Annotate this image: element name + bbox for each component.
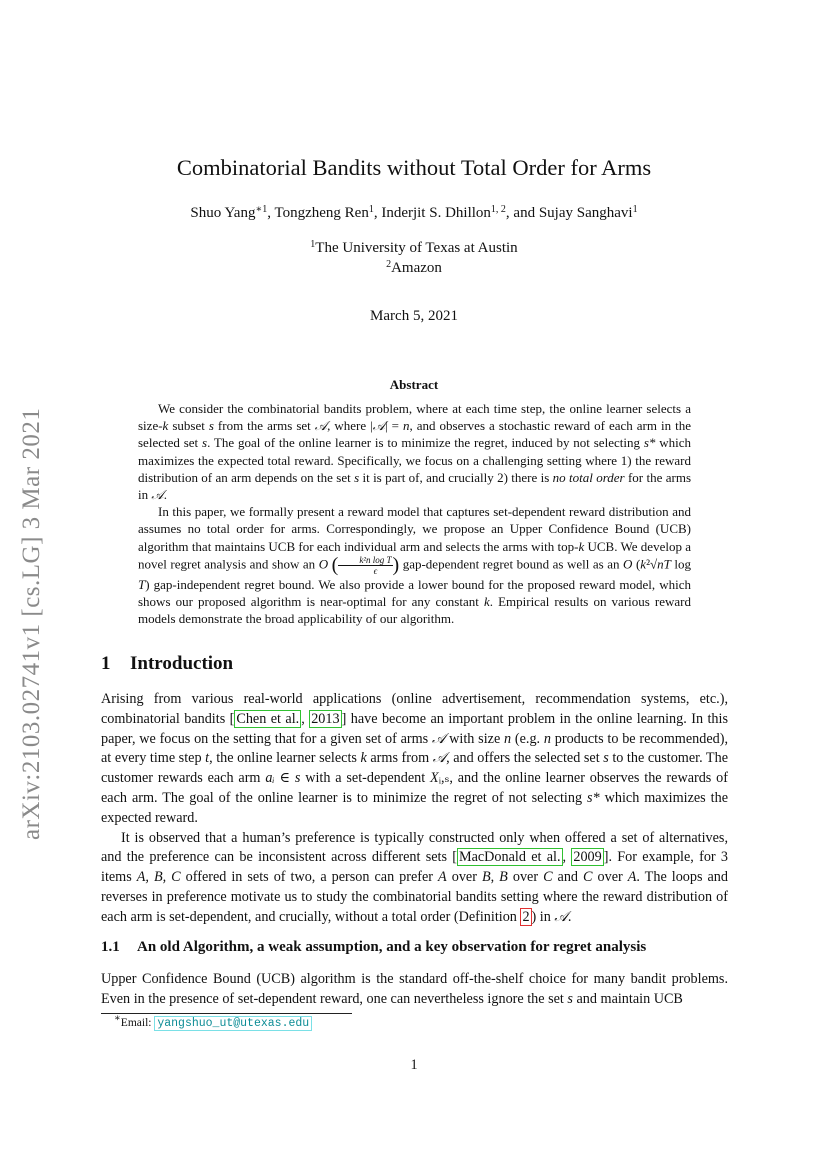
- affiliations: [0, 238, 828, 278]
- math-symbol: s: [567, 990, 573, 1007]
- citation-link[interactable]: MacDonald et al.: [458, 849, 561, 866]
- math-symbol: nT: [657, 556, 671, 572]
- math-symbol: X: [430, 770, 439, 787]
- math-symbol: O: [318, 556, 329, 572]
- author-list: Shuo Yang$^{∗1}$, Tongzheng Ren$^1$, Inderjit S. Dhillon$^{1, 2}$, and Sujay Sanghavi$^1$: [190, 204, 638, 221]
- math-symbol: A: [627, 869, 637, 886]
- math-symbol: 𝒜: [314, 418, 328, 434]
- citation-link[interactable]: 2013: [311, 710, 340, 727]
- math-symbol: s: [603, 750, 609, 767]
- abstract-heading: Abstract: [389, 377, 439, 392]
- math-symbol: aᵢ: [265, 770, 275, 787]
- math-symbol: k: [578, 538, 585, 554]
- math-symbol: s: [202, 435, 208, 451]
- subsection-body: [101, 970, 728, 1010]
- citation-link[interactable]: 2009: [573, 849, 602, 866]
- author-name: Tongzheng Ren: [274, 205, 369, 221]
- affiliation: $^2$Amazon: [386, 259, 442, 276]
- math-symbol: n: [543, 730, 551, 747]
- definition-ref-link[interactable]: 2: [522, 908, 530, 925]
- math-symbol: k: [640, 556, 647, 572]
- math-symbol: B: [499, 869, 508, 886]
- subsection-heading: 1.1 An old Algorithm, a weak assumption, and a key observation for regret analysis: [101, 939, 647, 955]
- math-symbol: k: [360, 750, 367, 767]
- author-name: Inderjit S. Dhillon: [381, 205, 491, 221]
- math-symbol: T: [138, 576, 146, 592]
- math-symbol: s*: [587, 789, 600, 806]
- math-symbol: C: [583, 869, 593, 886]
- math-symbol: n: [504, 730, 512, 747]
- math-symbol: k: [483, 594, 490, 610]
- math-symbol: k: [162, 418, 169, 434]
- intro-paragraph-2: It is observed that a human’s preference is typically constructed only when offered a set of alternatives, and the preference can be inconsistent across different sets [ MacDonald et al. , 2009 ]. For example, for 3 items A, B, C offered in sets of two, a person can prefer A over B, B over C and C over A. The loops and reverses in preference motivate us to study the combinatorial bandits setting where the reward distribution of each arm is set-dependent, and crucially, without a total order (Definition 2 ) in 𝒜.: [101, 829, 729, 925]
- math-symbol: 𝒜: [554, 908, 568, 925]
- math-symbol: s: [208, 418, 214, 434]
- math-symbol: n: [403, 418, 410, 434]
- section-heading: 1 Introduction: [101, 653, 234, 674]
- math-symbol: no total order: [552, 469, 625, 485]
- page-number: 1: [410, 1057, 418, 1073]
- math-symbol: A: [438, 869, 447, 886]
- email-link[interactable]: yangshuo_ut@utexas.edu: [154, 1016, 312, 1031]
- abstract-paragraph-2: In this paper, we formally present a reward model that captures set-dependent reward distribution and assumes no total order for arms. Correspondingly, we propose an Upper Confidence Bound (UCB) algorithm that maintains UCB for each individual arm and selects the arms with top-k UCB. We develop a novel regret analysis and show an O ( $\frac{\text{k²n log T}}{\epsilon}$ ) gap-dependent regret bound as well as an O (k²√nT log T) gap-independent regret bound. We also provide a lower bound for the proposed reward model, which shows our proposed algorithm is near-optimal for any constant k. Empirical results on various reward models demonstrate the broad applicability of our algorithm.: [138, 504, 691, 627]
- math-symbol: s*: [643, 435, 656, 451]
- bound-fraction: $\frac{\text{k²n log T}}{\epsilon}$: [338, 555, 392, 576]
- paper-title: Combinatorial Bandits without Total Order for Arms: [176, 155, 652, 180]
- math-symbol: s: [354, 469, 360, 485]
- intro-paragraph-1: Arising from various real-world applications (online advertisement, recommendation systems, etc.), combinatorial bandits [ Chen et al. , 2013 ] have become an important problem in the online learning. In this paper, we focus on the setting that for a given set of arms 𝒜 with size n (e.g. n products to be recommended), at every time step t, the online learner selects k arms from 𝒜, and offers the selected set s to the customer. The customer rewards each arm aᵢ ∈ s with a set-dependent Xᵢ,ₛ, and the online learner observes the rewards of each arm. The goal of the online learner is to minimize the regret of not selecting s* which maximizes the expected reward.: [101, 691, 729, 826]
- author-name: Shuo Yang: [190, 205, 256, 221]
- math-symbol: 𝒜: [151, 487, 164, 503]
- math-symbol: 𝒜: [372, 418, 386, 434]
- abstract-body: [138, 400, 691, 627]
- math-symbol: O: [623, 556, 633, 572]
- footnote: ∗Email: yangshuo_ut@utexas.edu: [114, 1017, 312, 1030]
- author-name: Sujay Sanghavi: [538, 205, 633, 221]
- math-symbol: B: [481, 869, 491, 886]
- math-symbol: A, B, C: [136, 869, 181, 886]
- math-symbol: 𝒜: [432, 750, 447, 767]
- math-symbol: 𝒜: [431, 730, 446, 747]
- footnote-rule: [101, 1013, 352, 1014]
- subsection-paragraph: Upper Confidence Bound (UCB) algorithm is the standard off-the-shelf choice for many bandit problems. Even in the presence of set-dependent reward, one can nevertheless ignore the set s and maintain UCB: [101, 971, 728, 1007]
- introduction-body: [101, 690, 728, 928]
- citation-link[interactable]: Chen et al.: [236, 710, 300, 727]
- affiliation: $^1$The University of Texas at Austin: [310, 239, 518, 256]
- math-symbol: s: [294, 770, 301, 787]
- publication-date: March 5, 2021: [370, 308, 458, 324]
- math-symbol: C: [543, 869, 553, 886]
- arxiv-identifier: arXiv:2103.02741v1 [cs.LG] 3 Mar 2021: [18, 407, 45, 840]
- math-symbol: t: [205, 750, 210, 767]
- abstract-paragraph-1: We consider the combinatorial bandits problem, where at each time step, the online learner selects a size-k subset s from the arms set 𝒜, where |𝒜| = n, and observes a stochastic reward of each arm in the selected set s. The goal of the online learner is to minimize the regret, induced by not selecting s* which maximizes the expected total reward. Specifically, we focus on a challenging setting where 1) the reward distribution of an arm depends on the set s it is part of, and crucially 2) there is no total order for the arms in 𝒜.: [138, 401, 692, 503]
